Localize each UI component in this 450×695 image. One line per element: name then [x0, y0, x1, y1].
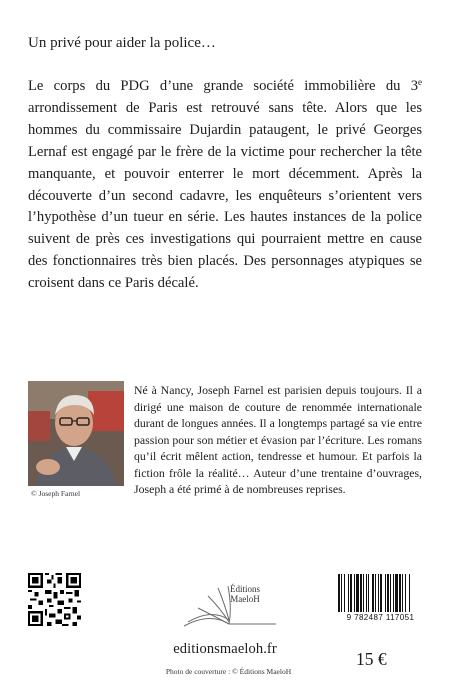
publisher-logo-line1: Éditions: [230, 584, 261, 594]
barcode-bar: [390, 574, 391, 612]
barcode-bar: [378, 574, 379, 612]
barcode-bar: [393, 574, 394, 612]
barcode-bar: [399, 574, 401, 612]
barcode-bar: [368, 574, 369, 612]
barcode-bar: [341, 574, 342, 612]
barcode-bar: [402, 574, 403, 612]
synopsis-text-end: arrondissement de Paris est retrouvé sans tête. Alors que les hommes du commissaire Dujardin pataugent, le privé Georges Lernaf est engagé par le frère de la victime pour rechercher la tête manquante, et pouvoir enterrer le mort décemment. Après la découverte d’un second cadavre, les enquêteurs s’orientent vers l’hypothèse d’un tueur en série. Les hautes instances de la police suivent de près ces investigations qui pourraient mettre en cause des fonctionnaires très bien placés. Des personnages atypiques se croisent dans ce Paris décalé.: [28, 99, 422, 292]
publisher-website[interactable]: editionsmaeloh.fr: [173, 641, 277, 657]
barcode-bar: [385, 574, 386, 612]
barcode-bar: [387, 574, 389, 612]
author-photo: [28, 381, 124, 486]
qr-code[interactable]: [28, 573, 81, 626]
barcode-bar: [375, 574, 376, 612]
barcode-bar: [395, 574, 398, 612]
cover-photo-credit: Photo de couverture : © Éditions MaeloH: [165, 667, 292, 676]
author-bio: Né à Nancy, Joseph Farnel est parisien depuis toujours. Il a dirigé une maison de couture de renommée internationale durant de longues années. Il a longtemps partagé sa vie entre passion pour son métier et évasion par l’écriture. Les romans qu’il écrit mêlent action, tendresse et humour. Et parfois la fiction frôle la réalité… Auteur d’une trentaine d’ouvrages, Joseph a été primé à de nombreuses reprises.: [134, 383, 422, 496]
synopsis-text-start: Le corps du PDG d’une grande société immobilière du 3: [28, 78, 418, 94]
barcode-bar: [409, 574, 410, 612]
barcode-bar: [405, 574, 406, 612]
barcode-bar: [356, 574, 359, 612]
barcode-bar: [348, 574, 349, 612]
barcode-bar: [344, 574, 345, 612]
barcode-bar: [380, 574, 382, 612]
tagline: Un privé pour aider la police…: [28, 35, 216, 51]
barcode-bar: [366, 574, 367, 612]
publisher-logo-text: [230, 584, 260, 604]
ordinal-superscript: e: [418, 77, 422, 87]
price: 15 €: [356, 649, 387, 669]
publisher-logo-line2: MaeloH: [230, 594, 260, 604]
barcode-bar: [363, 574, 364, 612]
barcode-bar: [350, 574, 352, 612]
barcode-bar: [360, 574, 362, 612]
synopsis: [28, 76, 422, 295]
isbn-number: 9 782487 117051: [346, 613, 415, 622]
photo-credit: © Joseph Farnel: [31, 489, 81, 498]
barcode-bar: [354, 574, 355, 612]
barcode-bar: [338, 574, 340, 612]
barcode-bar: [372, 574, 374, 612]
